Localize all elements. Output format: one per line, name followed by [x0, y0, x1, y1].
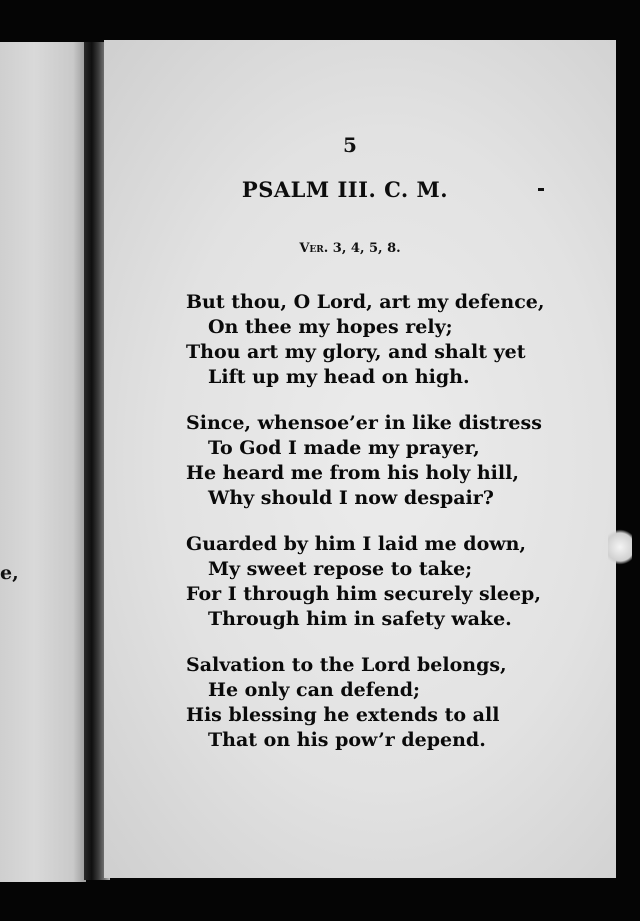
hymn-text: [186, 290, 545, 774]
stanza: [186, 411, 542, 511]
psalm-title: PSALM III. C. M.: [241, 177, 449, 202]
verse-line: Guarded by him I laid me down,: [186, 533, 527, 555]
verse-line: But thou, O Lord, art my defence,: [186, 291, 545, 313]
verse-line: His blessing he extends to all: [186, 704, 500, 726]
left-facing-page: [0, 42, 86, 882]
verse-line: To God I made my prayer,: [208, 437, 480, 459]
verse-line: Why should I now despair?: [208, 487, 494, 509]
verse-line: Salvation to the Lord belongs,: [186, 654, 507, 676]
ink-mark: [538, 188, 544, 191]
stanza: [186, 290, 545, 390]
verse-line: Through him in safety wake.: [208, 608, 512, 630]
verse-line: My sweet repose to take;: [208, 558, 473, 580]
left-page-text-fragment: e,: [0, 562, 19, 584]
stanza: [186, 532, 541, 632]
verse-line: Lift up my head on high.: [208, 366, 470, 388]
verse-line: On thee my hopes rely;: [208, 316, 453, 338]
verse-line: That on his pow’r depend.: [208, 729, 486, 751]
verse-line: Thou art my glory, and shalt yet: [186, 341, 526, 363]
verse-reference: Ver. 3, 4, 5, 8.: [299, 241, 401, 256]
page-number: 5: [343, 133, 357, 157]
verse-line: He heard me from his holy hill,: [186, 462, 519, 484]
page-edge-stain: [608, 527, 632, 567]
verse-line: He only can defend;: [208, 679, 421, 701]
verse-line: Since, whensoe’er in like distress: [186, 412, 542, 434]
stanza: [186, 653, 506, 753]
verse-line: For I through him securely sleep,: [186, 583, 541, 605]
